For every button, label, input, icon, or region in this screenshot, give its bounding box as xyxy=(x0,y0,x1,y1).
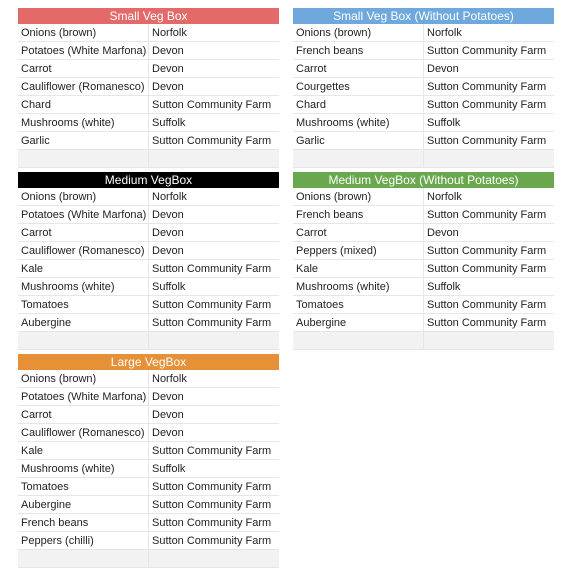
table-row xyxy=(18,442,279,460)
origin-cell[interactable]: Devon xyxy=(149,60,280,78)
origin-cell[interactable]: Suffolk xyxy=(424,114,555,132)
table-row xyxy=(18,224,279,242)
origin-cell[interactable]: Sutton Community Farm xyxy=(149,532,280,550)
origin-cell[interactable]: Sutton Community Farm xyxy=(424,314,555,332)
origin-cell[interactable]: Suffolk xyxy=(149,278,280,296)
empty-cell[interactable] xyxy=(149,550,280,568)
vegetable-cell[interactable]: Tomatoes xyxy=(293,296,424,314)
table-row xyxy=(18,406,279,424)
vegetable-cell[interactable]: Garlic xyxy=(293,132,424,150)
origin-cell[interactable]: Suffolk xyxy=(149,460,280,478)
vegetable-cell[interactable]: Mushrooms (white) xyxy=(293,114,424,132)
vegbox-table-medium xyxy=(18,172,279,350)
origin-cell[interactable]: Sutton Community Farm xyxy=(149,132,280,150)
empty-cell[interactable] xyxy=(18,332,149,350)
vegetable-cell[interactable]: French beans xyxy=(18,514,149,532)
table-row xyxy=(18,278,279,296)
origin-cell[interactable]: Sutton Community Farm xyxy=(424,206,555,224)
empty-cell[interactable] xyxy=(149,150,280,168)
table-row xyxy=(293,96,554,114)
table-row xyxy=(293,260,554,278)
table-row xyxy=(18,388,279,406)
origin-cell[interactable]: Devon xyxy=(149,78,280,96)
vegetable-cell[interactable]: Aubergine xyxy=(18,496,149,514)
origin-cell[interactable]: Sutton Community Farm xyxy=(424,132,555,150)
table-row xyxy=(18,260,279,278)
origin-cell[interactable]: Sutton Community Farm xyxy=(149,314,280,332)
vegetable-cell[interactable]: Kale xyxy=(293,260,424,278)
table-row xyxy=(18,114,279,132)
origin-cell[interactable]: Devon xyxy=(149,206,280,224)
table-row xyxy=(293,60,554,78)
vegetable-cell[interactable]: Aubergine xyxy=(293,314,424,332)
origin-cell[interactable]: Devon xyxy=(149,224,280,242)
origin-cell[interactable]: Sutton Community Farm xyxy=(424,42,555,60)
vegetable-cell[interactable]: Kale xyxy=(18,442,149,460)
vegetable-cell[interactable]: French beans xyxy=(293,206,424,224)
vegetable-cell[interactable]: Onions (brown) xyxy=(18,24,149,42)
table-row xyxy=(18,296,279,314)
origin-cell[interactable]: Suffolk xyxy=(149,114,280,132)
origin-cell[interactable]: Devon xyxy=(149,388,280,406)
empty-cell[interactable] xyxy=(293,150,424,168)
vegetable-cell[interactable]: Peppers (chilli) xyxy=(18,532,149,550)
table-header-row xyxy=(293,8,554,24)
table-row xyxy=(18,78,279,96)
box-title[interactable]: Small Veg Box xyxy=(18,8,279,24)
origin-cell[interactable]: Devon xyxy=(149,242,280,260)
table-row xyxy=(18,42,279,60)
origin-cell[interactable]: Norfolk xyxy=(149,370,280,388)
vegetable-cell[interactable]: Carrot xyxy=(18,224,149,242)
empty-cell[interactable] xyxy=(149,332,280,350)
vegetable-cell[interactable]: Potatoes (White Marfona) xyxy=(18,388,149,406)
vegetable-cell[interactable]: Courgettes xyxy=(293,78,424,96)
table-row xyxy=(293,206,554,224)
origin-cell[interactable]: Devon xyxy=(149,42,280,60)
vegetable-cell[interactable]: Carrot xyxy=(18,60,149,78)
origin-cell[interactable]: Norfolk xyxy=(424,24,555,42)
origin-cell[interactable]: Sutton Community Farm xyxy=(149,496,280,514)
table-row xyxy=(18,132,279,150)
empty-row xyxy=(18,550,279,568)
table-row xyxy=(18,424,279,442)
empty-row xyxy=(18,332,279,350)
vegetable-cell[interactable]: Carrot xyxy=(293,60,424,78)
vegetable-cell[interactable]: Cauliflower (Romanesco) xyxy=(18,78,149,96)
table-row xyxy=(18,60,279,78)
vegetable-cell[interactable]: Onions (brown) xyxy=(18,370,149,388)
origin-cell[interactable]: Devon xyxy=(424,224,555,242)
table-header-row xyxy=(18,172,279,188)
origin-cell[interactable]: Norfolk xyxy=(149,188,280,206)
origin-cell[interactable]: Sutton Community Farm xyxy=(424,242,555,260)
origin-cell[interactable]: Devon xyxy=(149,424,280,442)
origin-cell[interactable]: Sutton Community Farm xyxy=(149,260,280,278)
vegetable-cell[interactable]: Carrot xyxy=(18,406,149,424)
vegetable-cell[interactable]: Onions (brown) xyxy=(293,188,424,206)
table-row xyxy=(18,242,279,260)
vegetable-cell[interactable]: Chard xyxy=(18,96,149,114)
origin-cell[interactable]: Sutton Community Farm xyxy=(149,96,280,114)
table-header-row xyxy=(18,8,279,24)
empty-row xyxy=(293,150,554,168)
empty-row xyxy=(18,150,279,168)
table-row xyxy=(293,278,554,296)
origin-cell[interactable]: Sutton Community Farm xyxy=(424,260,555,278)
vegbox-table-medium-np xyxy=(293,172,554,350)
vegetable-cell[interactable]: French beans xyxy=(293,42,424,60)
vegetable-cell[interactable]: Peppers (mixed) xyxy=(293,242,424,260)
vegetable-cell[interactable]: Cauliflower (Romanesco) xyxy=(18,424,149,442)
vegetable-cell[interactable]: Potatoes (White Marfona) xyxy=(18,42,149,60)
table-row xyxy=(293,314,554,332)
empty-cell[interactable] xyxy=(424,150,555,168)
origin-cell[interactable]: Sutton Community Farm xyxy=(149,442,280,460)
table-row xyxy=(18,514,279,532)
origin-cell[interactable]: Devon xyxy=(149,406,280,424)
vegetable-cell[interactable]: Mushrooms (white) xyxy=(293,278,424,296)
table-row xyxy=(293,78,554,96)
origin-cell[interactable]: Sutton Community Farm xyxy=(149,514,280,532)
vegbox-table-large xyxy=(18,354,279,568)
vegetable-cell[interactable]: Potatoes (White Marfona) xyxy=(18,206,149,224)
box-title[interactable]: Medium VegBox xyxy=(18,172,279,188)
table-row xyxy=(293,224,554,242)
vegetable-cell[interactable]: Kale xyxy=(18,260,149,278)
origin-cell[interactable]: Suffolk xyxy=(424,278,555,296)
origin-cell[interactable]: Sutton Community Farm xyxy=(149,296,280,314)
vegetable-cell[interactable]: Cauliflower (Romanesco) xyxy=(18,242,149,260)
table-row xyxy=(293,24,554,42)
empty-cell[interactable] xyxy=(293,332,424,350)
empty-cell[interactable] xyxy=(18,150,149,168)
table-row xyxy=(18,478,279,496)
box-title[interactable]: Large VegBox xyxy=(18,354,279,370)
table-row xyxy=(293,296,554,314)
origin-cell[interactable]: Sutton Community Farm xyxy=(424,96,555,114)
vegetable-cell[interactable]: Garlic xyxy=(18,132,149,150)
origin-cell[interactable]: Sutton Community Farm xyxy=(424,296,555,314)
table-row xyxy=(18,532,279,550)
vegetable-cell[interactable]: Onions (brown) xyxy=(293,24,424,42)
vegetable-cell[interactable]: Mushrooms (white) xyxy=(18,278,149,296)
table-row xyxy=(293,42,554,60)
box-title[interactable]: Small Veg Box (Without Potatoes) xyxy=(293,8,554,24)
vegetable-cell[interactable]: Chard xyxy=(293,96,424,114)
table-row xyxy=(18,314,279,332)
table-header-row xyxy=(293,172,554,188)
empty-cell[interactable] xyxy=(424,332,555,350)
table-row xyxy=(293,132,554,150)
table-header-row xyxy=(18,354,279,370)
origin-cell[interactable]: Devon xyxy=(424,60,555,78)
vegetable-cell[interactable]: Mushrooms (white) xyxy=(18,460,149,478)
table-row xyxy=(18,206,279,224)
origin-cell[interactable]: Norfolk xyxy=(424,188,555,206)
origin-cell[interactable]: Sutton Community Farm xyxy=(424,78,555,96)
table-row xyxy=(293,114,554,132)
vegetable-cell[interactable]: Carrot xyxy=(293,224,424,242)
origin-cell[interactable]: Sutton Community Farm xyxy=(149,478,280,496)
vegbox-table-small xyxy=(18,8,279,168)
origin-cell[interactable]: Norfolk xyxy=(149,24,280,42)
table-row xyxy=(18,24,279,42)
table-row xyxy=(18,496,279,514)
vegetable-cell[interactable]: Mushrooms (white) xyxy=(18,114,149,132)
table-row xyxy=(293,188,554,206)
vegetable-cell[interactable]: Tomatoes xyxy=(18,478,149,496)
table-row xyxy=(18,370,279,388)
table-row xyxy=(18,96,279,114)
vegetable-cell[interactable]: Onions (brown) xyxy=(18,188,149,206)
empty-row xyxy=(293,332,554,350)
vegetable-cell[interactable]: Aubergine xyxy=(18,314,149,332)
vegbox-table-small-np xyxy=(293,8,554,168)
table-row xyxy=(293,242,554,260)
empty-cell[interactable] xyxy=(18,550,149,568)
box-title[interactable]: Medium VegBox (Without Potatoes) xyxy=(293,172,554,188)
vegetable-cell[interactable]: Tomatoes xyxy=(18,296,149,314)
table-row xyxy=(18,188,279,206)
table-row xyxy=(18,460,279,478)
